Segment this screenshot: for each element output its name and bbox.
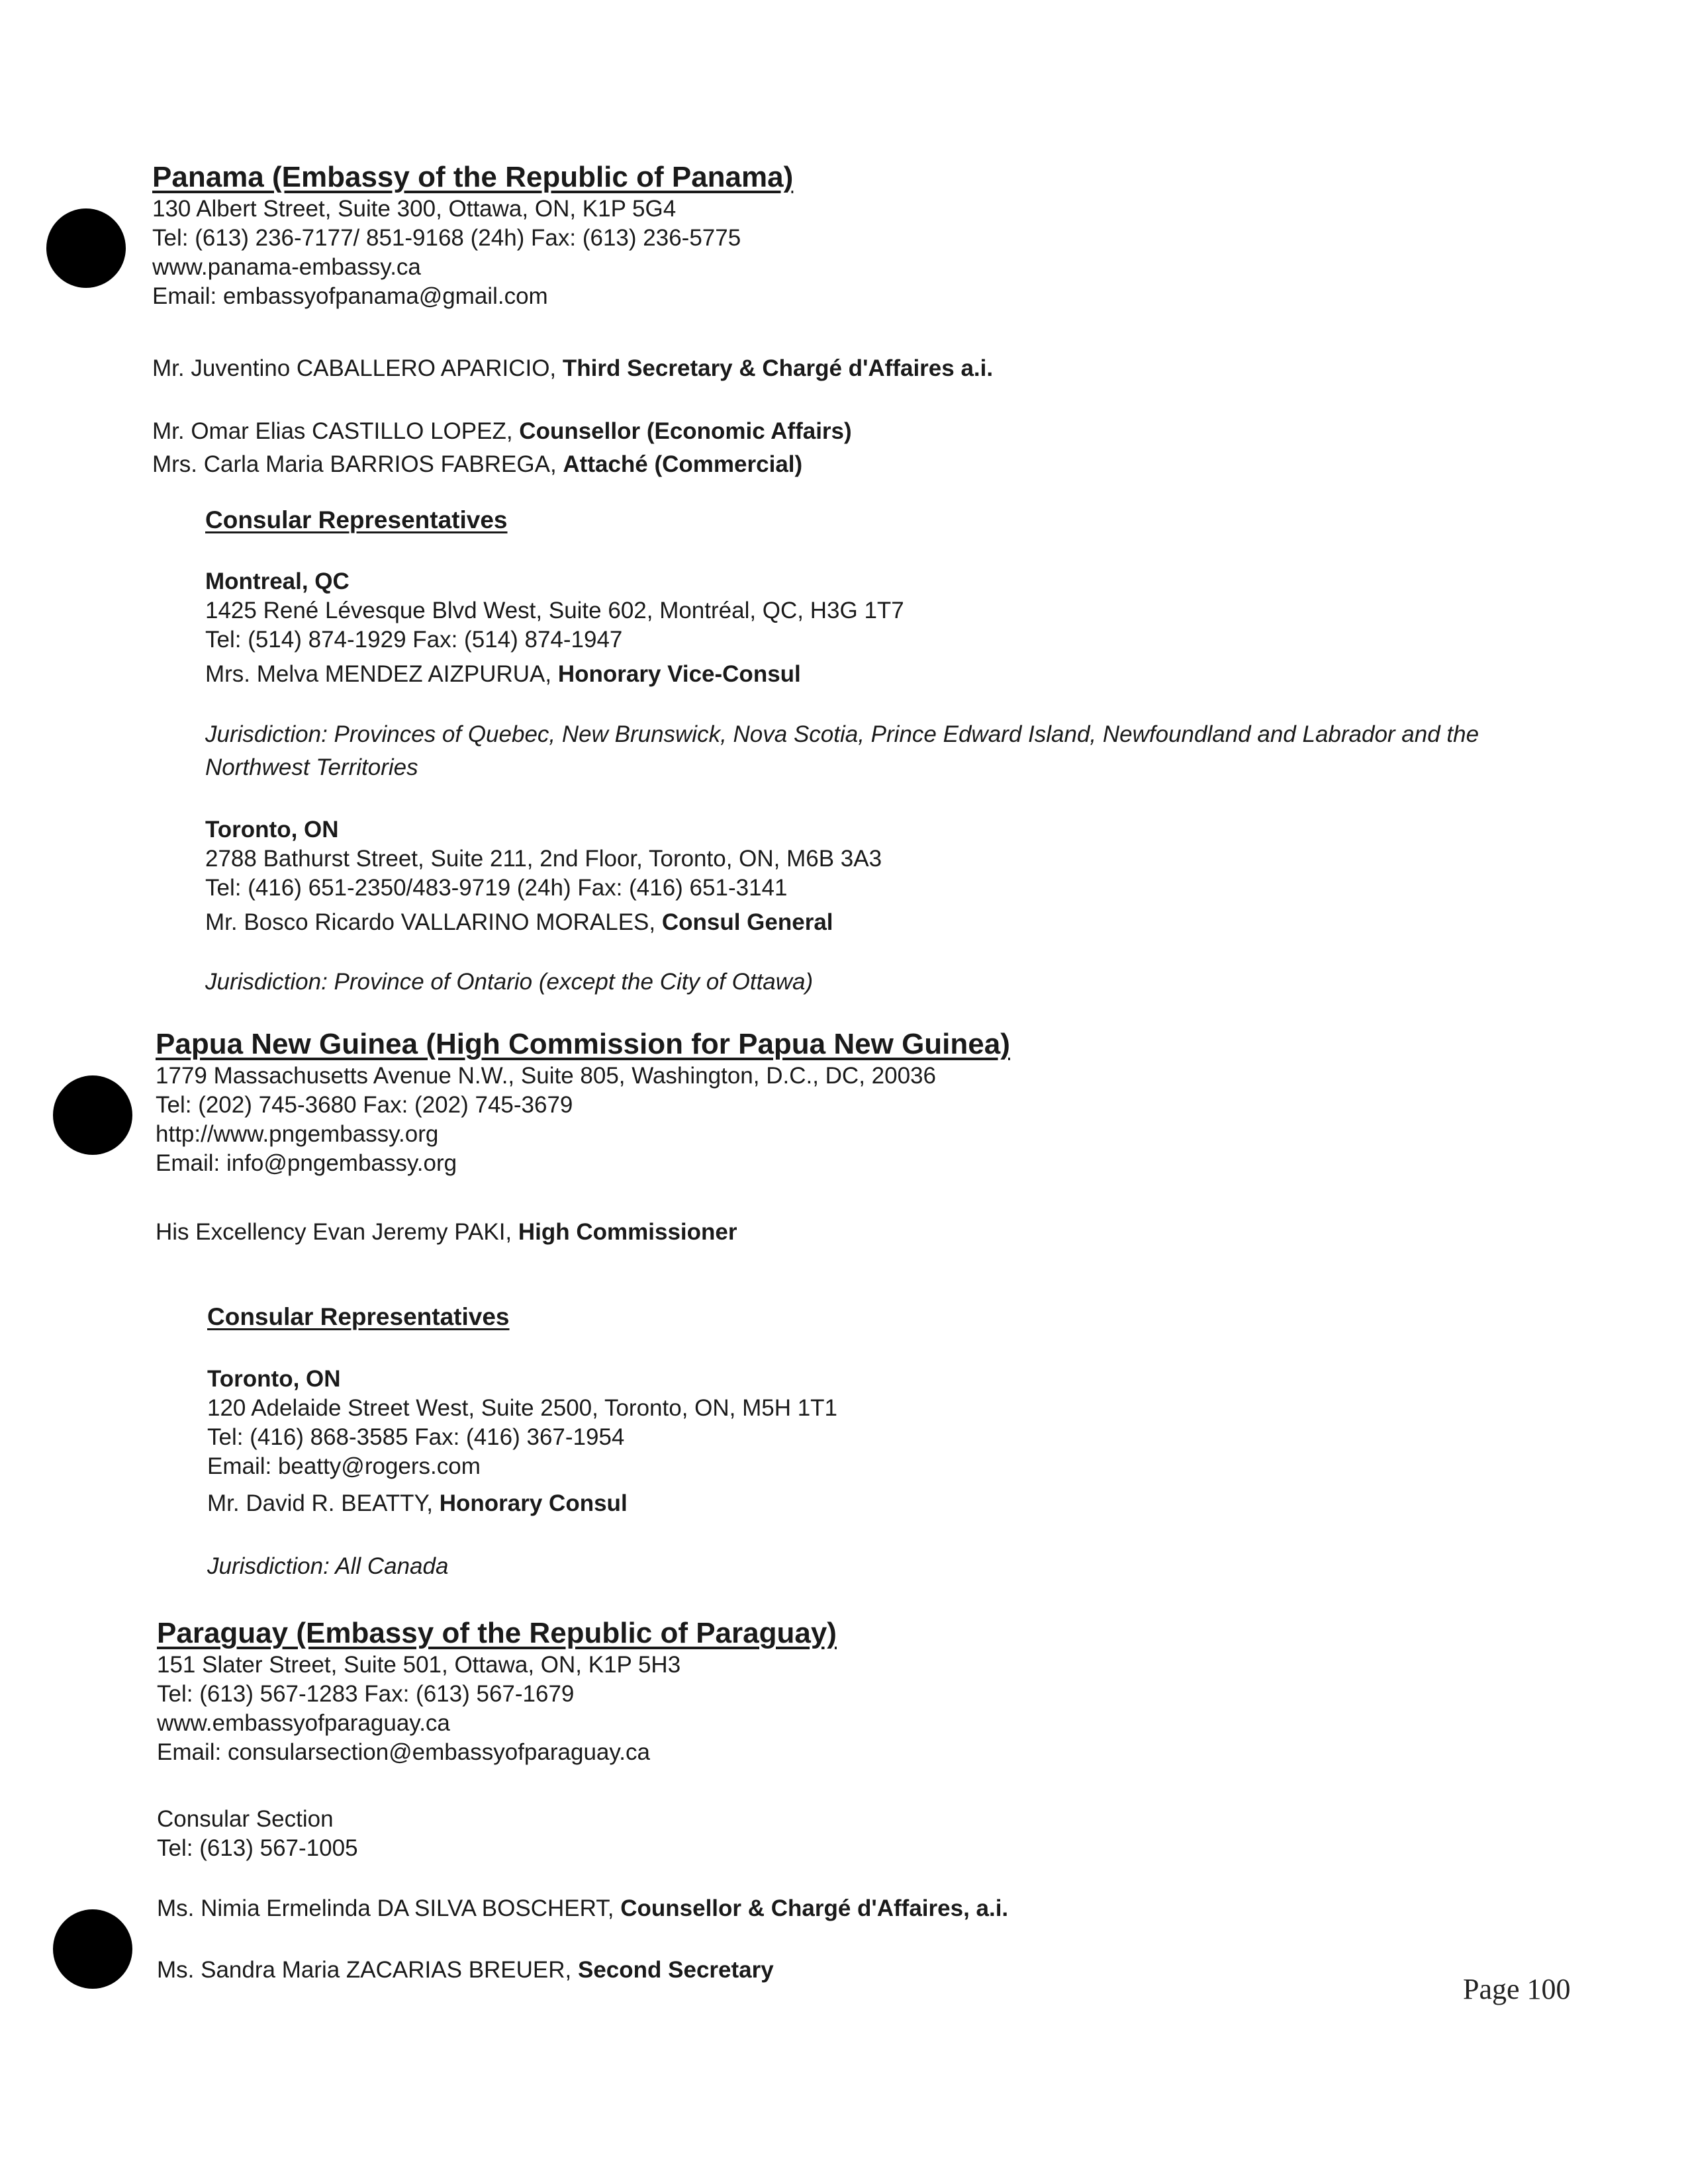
city-name: Toronto, ON: [205, 817, 339, 842]
panama-section: [152, 160, 793, 311]
address: 1425 René Lévesque Blvd West, Suite 602, Montréal, QC, H3G 1T7: [205, 598, 904, 623]
city-name: Toronto, ON: [207, 1366, 341, 1392]
paraguay-address: 151 Slater Street, Suite 501, Ottawa, ON, K1P 5H3: [157, 1652, 681, 1678]
panama-montreal-jurisdiction: Jurisdiction: Provinces of Quebec, New Brunswick, Nova Scotia, Prince Edward Island, Newfoundland and Labrador and the Northwest Territories: [205, 721, 1479, 780]
staff-title: Attaché (Commercial): [563, 451, 803, 477]
punch-hole-bottom: [53, 1909, 132, 1989]
head-title: High Commissioner: [518, 1219, 737, 1245]
rep-title: Honorary Consul: [439, 1490, 628, 1516]
paraguay-email[interactable]: Email: consularsection@embassyofparaguay.ca: [157, 1739, 650, 1765]
panama-website[interactable]: www.panama-embassy.ca: [152, 254, 421, 280]
paraguay-tel: Tel: (613) 567-1283 Fax: (613) 567-1679: [157, 1681, 575, 1707]
rep-title: Consul General: [661, 909, 833, 935]
paraguay-heading: Paraguay (Embassy of the Republic of Paraguay): [157, 1617, 837, 1649]
consular-label: Consular Section: [157, 1806, 334, 1832]
paraguay-consular-section: [157, 1805, 358, 1863]
head-name: His Excellency Evan Jeremy PAKI,: [156, 1219, 518, 1245]
staff-title: Counsellor & Chargé d'Affaires, a.i.: [620, 1895, 1009, 1921]
paraguay-staff-1: [157, 1894, 1008, 1923]
staff-name: Mr. Juventino CABALLERO APARICIO,: [152, 355, 563, 381]
paraguay-section: [157, 1616, 837, 1767]
rep-name: Mr. Bosco Ricardo VALLARINO MORALES,: [205, 909, 662, 935]
address: 2788 Bathurst Street, Suite 211, 2nd Floor, Toronto, ON, M6B 3A3: [205, 846, 882, 872]
panama-heading: Panama (Embassy of the Republic of Panama): [152, 161, 794, 193]
panama-tel: Tel: (613) 236-7177/ 851-9168 (24h) Fax: (613) 236-5775: [152, 225, 741, 251]
email[interactable]: Email: beatty@rogers.com: [207, 1453, 481, 1479]
staff-name: Mrs. Carla Maria BARRIOS FABREGA,: [152, 451, 563, 477]
tel: Tel: (416) 868-3585 Fax: (416) 367-1954: [207, 1424, 625, 1450]
panama-address: 130 Albert Street, Suite 300, Ottawa, ON, K1P 5G4: [152, 196, 677, 222]
rep-name: Mrs. Melva MENDEZ AIZPURUA,: [205, 661, 558, 687]
consular-tel: Tel: (613) 567-1005: [157, 1835, 358, 1861]
panama-toronto-jurisdiction: Jurisdiction: Province of Ontario (except the City of Ottawa): [205, 969, 814, 995]
staff-title: Second Secretary: [578, 1957, 774, 1983]
png-website[interactable]: http://www.pngembassy.org: [156, 1121, 439, 1147]
tel: Tel: (416) 651-2350/483-9719 (24h) Fax: (416) 651-3141: [205, 875, 788, 901]
panama-staff-1: [152, 354, 993, 383]
tel: Tel: (514) 874-1929 Fax: (514) 874-1947: [205, 627, 623, 653]
page-number: Page 100: [1463, 1973, 1571, 2005]
paraguay-staff-2: [157, 1956, 774, 1985]
rep-name: Mr. David R. BEATTY,: [207, 1490, 440, 1516]
punch-hole-top: [46, 208, 126, 288]
staff-name: Mr. Omar Elias CASTILLO LOPEZ,: [152, 418, 520, 444]
paraguay-website[interactable]: www.embassyofparaguay.ca: [157, 1710, 450, 1736]
png-heading: Papua New Guinea (High Commission for Papua New Guinea): [156, 1028, 1010, 1060]
png-tel: Tel: (202) 745-3680 Fax: (202) 745-3679: [156, 1092, 573, 1118]
panama-email[interactable]: Email: embassyofpanama@gmail.com: [152, 283, 548, 309]
png-section: [156, 1027, 1010, 1178]
staff-name: Ms. Sandra Maria ZACARIAS BREUER,: [157, 1957, 578, 1983]
png-email[interactable]: Email: info@pngembassy.org: [156, 1150, 457, 1176]
png-address: 1779 Massachusetts Avenue N.W., Suite 805, Washington, D.C., DC, 20036: [156, 1063, 936, 1089]
punch-hole-middle: [53, 1075, 132, 1155]
rep-title: Honorary Vice-Consul: [557, 661, 801, 687]
address: 120 Adelaide Street West, Suite 2500, Toronto, ON, M5H 1T1: [207, 1395, 838, 1421]
city-name: Montreal, QC: [205, 569, 350, 594]
panama-montreal: [205, 567, 904, 689]
panama-consular-heading: Consular Representatives: [205, 506, 508, 533]
png-consular-heading: Consular Representatives: [207, 1303, 510, 1330]
panama-staff-2-3: [152, 417, 852, 479]
staff-name: Ms. Nimia Ermelinda DA SILVA BOSCHERT,: [157, 1895, 621, 1921]
staff-title: Counsellor (Economic Affairs): [519, 418, 852, 444]
png-toronto: [207, 1365, 837, 1518]
png-head-of-mission: [156, 1218, 737, 1247]
panama-toronto: [205, 815, 882, 937]
png-toronto-jurisdiction: Jurisdiction: All Canada: [207, 1553, 449, 1579]
staff-title: Third Secretary & Chargé d'Affaires a.i.: [562, 355, 994, 381]
